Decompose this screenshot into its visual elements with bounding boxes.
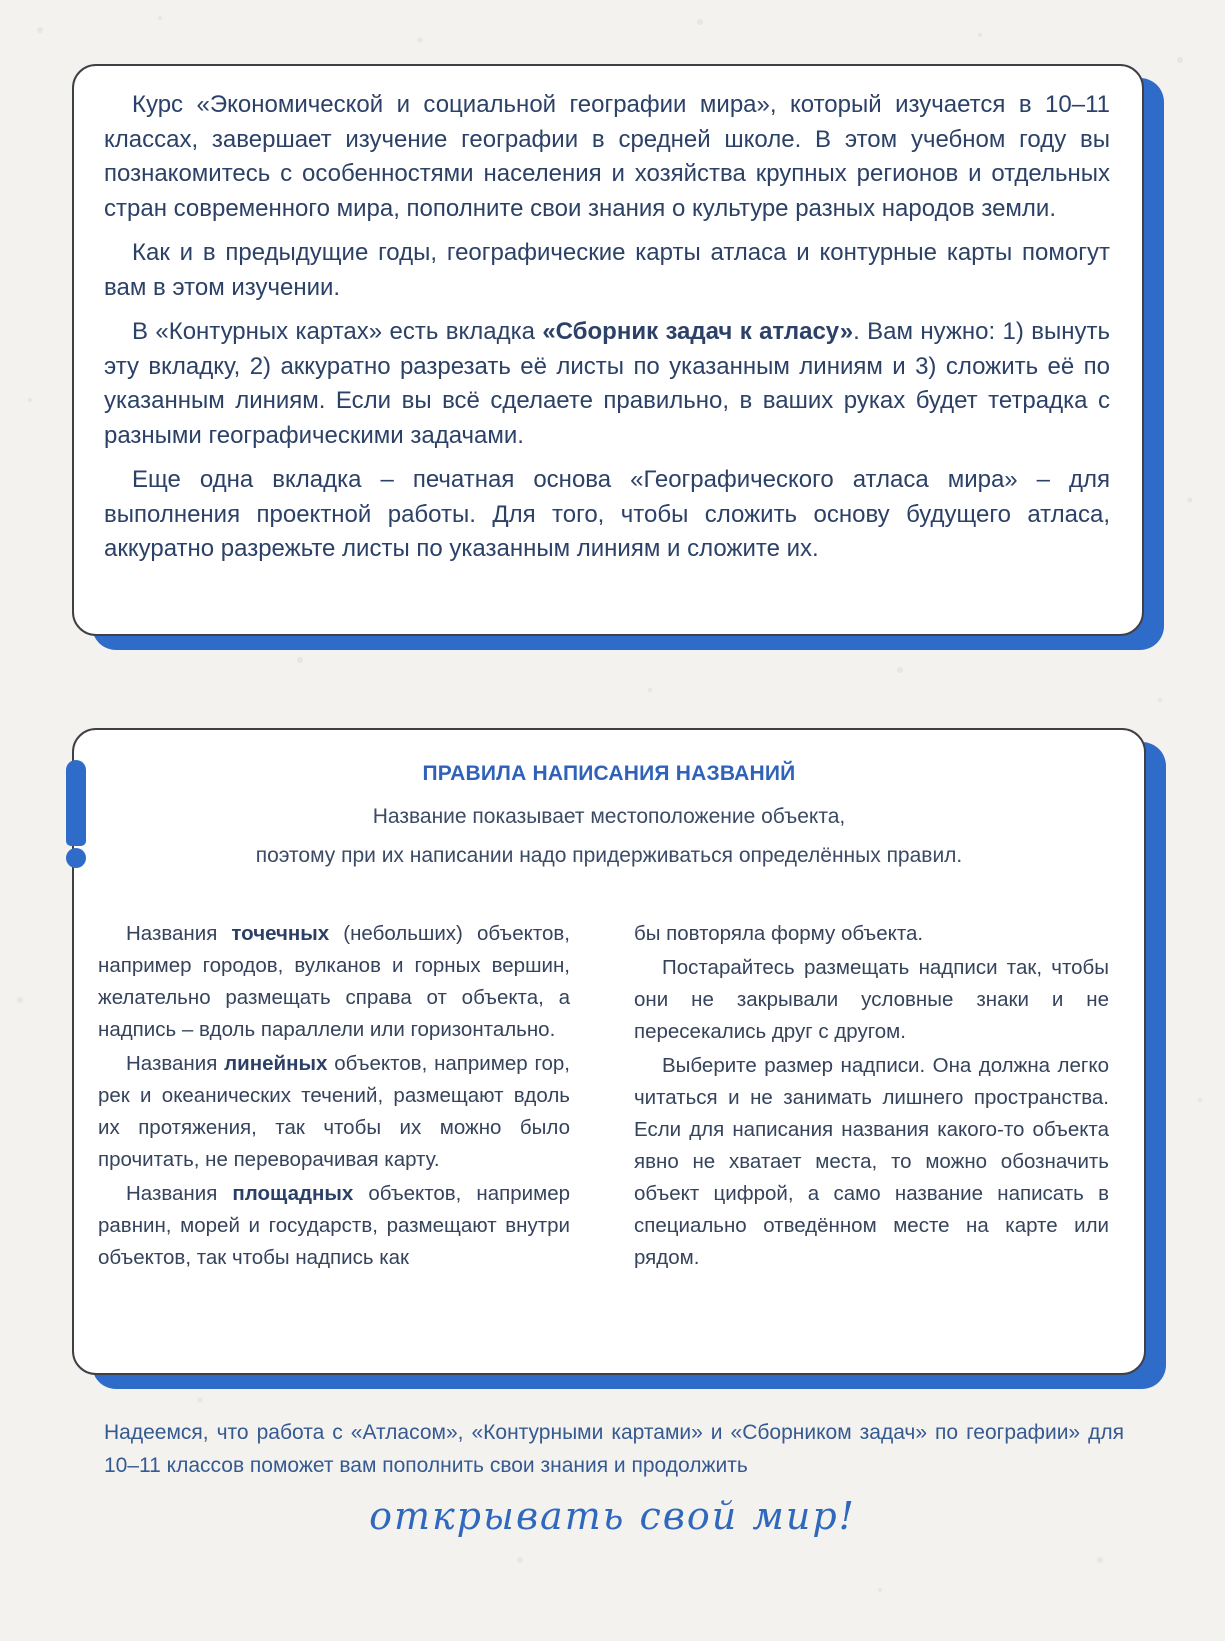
rules-right-column <box>634 918 1109 1276</box>
rule-prefix: Названия <box>126 922 232 945</box>
point-objects-rule <box>98 918 570 1046</box>
intro-paragraph-2: Как и в предыдущие годы, географические карты атласа и контурные карты помогут вам в этом изучении. <box>104 239 1110 301</box>
intro-paragraph-4: Еще одна вкладка – печатная основа «Географического атласа мира» – для выполнения проектной работы. Для того, чтобы сложить основу будущего атласа, аккуратно разрежьте листы по указанным линиям и сложите их. <box>104 466 1110 562</box>
intro-paragraph-3-end: . Вам нужно: 1) вынуть эту вкладку, 2) аккуратно разрезать её листы по указанным линиям и 3) сложить её по указанным линиям. Если вы всё сделаете правильно, в ваших руках будет тетрадка с разными географическими задачами. <box>104 318 1111 449</box>
intro-paragraph-3 <box>104 315 1110 453</box>
no-overlap-rule: Постарайтесь размещать надписи так, чтобы они не закрывали условные знаки и не пересекались друг с другом. <box>634 956 1109 1043</box>
intro-paragraph-3-start: В «Контурных картах» есть вкладка <box>132 318 543 345</box>
slogan: открывать свой мир! <box>369 1494 856 1538</box>
linear-objects-rule <box>98 1048 570 1176</box>
rule-prefix: Названия <box>126 1052 225 1075</box>
area-objects-term: площадных <box>232 1182 354 1205</box>
naming-rules-box <box>72 728 1146 1375</box>
area-objects-rule-continued: бы повторяла форму объекта. <box>634 922 924 945</box>
linear-objects-term: линейных <box>224 1052 328 1075</box>
rules-subtitle-line-2: поэтому при их написании надо придерживаться определённых правил. <box>255 844 963 867</box>
rules-title: ПРАВИЛА НАПИСАНИЯ НАЗВАНИЙ <box>422 762 796 785</box>
area-objects-rule <box>98 1178 570 1274</box>
intro-paragraph-1: Курс «Экономической и социальной географии мира», который изучается в 10–11 классах, завершает изучение географии в средней школе. В этом учебном году вы познакомитесь с особенностями населения и хозяйства крупных регионов и отдельных стран современного мира, пополните свои знания о культуре разных народов земли. <box>104 91 1110 222</box>
intro-box <box>72 64 1144 636</box>
rule-text: (небольших) объектов, например городов, вулканов и горных вершин, желательно размещать справа от объекта, а надпись – вдоль параллели или горизонтально. <box>98 922 570 1041</box>
atlas-tasks-title: «Сборник задач к атласу» <box>542 318 854 345</box>
point-objects-term: точечных <box>231 922 330 945</box>
label-size-rule: Выберите размер надписи. Она должна легко читаться и не занимать лишнего пространства. Если для написания названия какого-то объекта явно не хватает места, то можно обозначить объект цифрой, а само название написать в специально отведённом месте на карте или рядом. <box>634 1054 1109 1269</box>
rules-left-column <box>98 918 570 1276</box>
rules-subtitle-line-1: Название показывает местоположение объекта, <box>372 805 846 828</box>
closing-text: Надеемся, что работа с «Атласом», «Контурными картами» и «Сборником задач» по географии» для 10–11 классов поможет вам пополнить свои знания и продолжить <box>104 1421 1124 1477</box>
rule-prefix: Названия <box>126 1182 233 1205</box>
rule-text: объектов, например гор, рек и океанических течений, размещают вдоль их протяжения, так чтобы их можно было прочитать, не переворачивая карту. <box>98 1052 570 1171</box>
rule-text: объектов, например равнин, морей и государств, размещают внутри объектов, так чтобы надпись как <box>98 1182 570 1269</box>
intro-text <box>104 88 1110 577</box>
